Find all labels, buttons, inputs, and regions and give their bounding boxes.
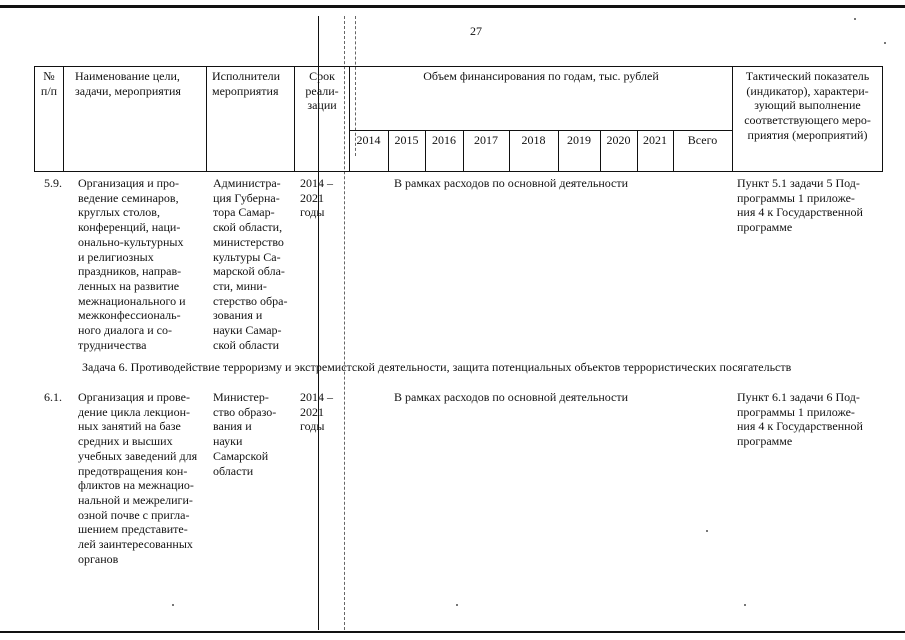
scan-speck: [172, 604, 174, 606]
scan-speck: [456, 604, 458, 606]
year-total: Всего: [687, 133, 718, 147]
row-5-9-num: 5.9.: [44, 176, 62, 190]
scan-speck: [854, 18, 856, 20]
row-6-1-indicator: Пункт 6.1 задачи 6 Под- программы 1 приложе- ния 4 к Государственной программе: [737, 390, 863, 449]
header-finance: Объем финансирования по годам, тыс. рублей: [423, 69, 659, 83]
row-6-1-num: 6.1.: [44, 390, 62, 404]
year-2014: 2014: [356, 133, 381, 147]
top-border: [0, 5, 905, 8]
year-2020: 2020: [606, 133, 631, 147]
bottom-border: [0, 631, 905, 633]
row-6-1-term: 2014 – 2021 годы: [300, 390, 333, 434]
year-2018: 2018: [521, 133, 546, 147]
year-2019: 2019: [567, 133, 591, 147]
row-5-9-executor: Администра- ция Губерна- тора Самар- ской области, министерство культуры Са- марской обла- сти, мини- стерство обра- зования и науки Самар- ской области: [213, 176, 288, 352]
header-term: Срок реали- зации: [305, 69, 339, 113]
row-6-1-name: Организация и прове- дение цикла лекцион- ных занятий на базе средних и высших учебных заведений для предотвращения кон- фликтов на межнацио- нальной и межрелиги- озной почве с пригла- шением представите- лей заинтересованных органов: [78, 390, 198, 566]
header-name: Наименование цели, задачи, мероприятия: [75, 69, 181, 98]
header-top-line: [34, 66, 883, 67]
scan-speck: [744, 604, 746, 606]
scan-speck: [706, 530, 708, 532]
page-number: 27: [470, 24, 482, 38]
row-6-1-executor: Министер- ство образо- вания и науки Самарской области: [213, 390, 277, 478]
grid-line: [882, 66, 883, 171]
row-5-9-term: 2014 – 2021 годы: [300, 176, 333, 220]
grid-line: [206, 66, 207, 171]
task-6-heading: Задача 6. Противодействие терроризму и экстремистской деятельности, защита потенциальных объектов террористических посягательств: [82, 360, 792, 374]
header-executor: Исполнители мероприятия: [212, 69, 281, 98]
year-2016: 2016: [432, 133, 456, 147]
row-5-9-indicator: Пункт 5.1 задачи 5 Под- программы 1 приложе- ния 4 к Государственной программе: [737, 176, 863, 235]
grid-line: [63, 66, 64, 171]
header-indicator: Тактический показатель (индикатор), характери- зующий выполнение соответствующего меро- приятия (мероприятий): [744, 69, 871, 142]
row-5-9-name: Организация и про- ведение семинаров, круглых столов, конференций, наци- онально-культурных и религиозных праздников, направ- ленных на развитие межнационального и межконфессиональ- ного диалога и со- трудничества: [78, 176, 186, 352]
row-5-9-finance: В рамках расходов по основной деятельности: [394, 176, 629, 190]
years-top-line: [349, 130, 732, 131]
year-2015: 2015: [394, 133, 419, 147]
header-num: № п/п: [40, 69, 58, 98]
row-6-1-finance: В рамках расходов по основной деятельности: [394, 390, 629, 404]
year-2017: 2017: [474, 133, 498, 147]
scan-speck: [884, 42, 886, 44]
header-bottom-line: [34, 171, 883, 172]
year-2021: 2021: [643, 133, 667, 147]
